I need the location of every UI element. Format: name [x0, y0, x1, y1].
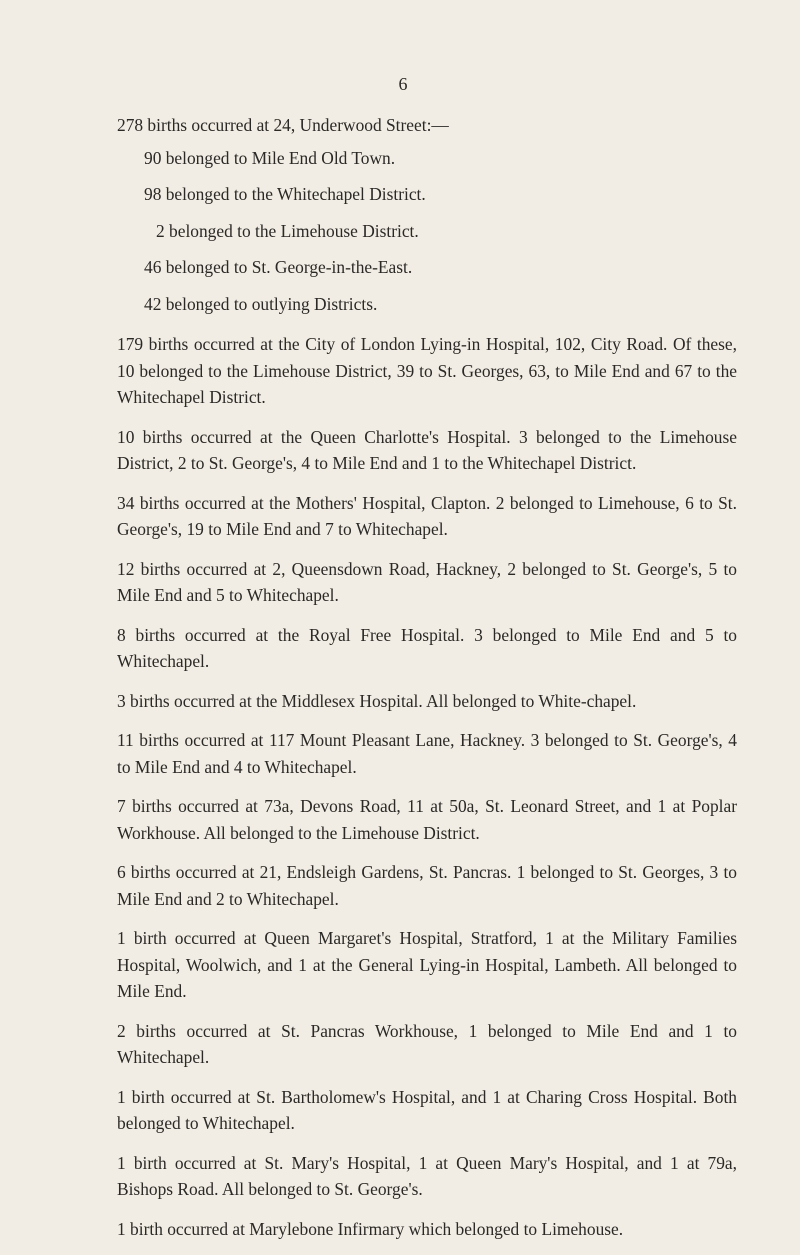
paragraph-st-marys: 1 birth occurred at St. Mary's Hospital, 1 at Queen Mary's Hospital, and 1 at 79a, Bishops Road. All belonged to St. George's.: [117, 1152, 737, 1199]
paragraph-mount-pleasant: 11 births occurred at 117 Mount Pleasant Lane, Hackney. 3 belonged to St. George's, 4 to Mile End and 4 to Whitechapel.: [117, 730, 737, 777]
paragraph-middlesex: 3 births occurred at the Middlesex Hospital. All belonged to White-chapel.: [117, 690, 637, 711]
paragraph-st-bartholomew: 1 birth occurred at St. Bartholomew's Hospital, and 1 at Charing Cross Hospital. Both belonged to Whitechapel.: [117, 1086, 737, 1133]
list-item: 90 belonged to Mile End Old Town.: [144, 147, 396, 168]
paragraph-st-pancras: 2 births occurred at St. Pancras Workhouse, 1 belonged to Mile End and 1 to Whitechapel.: [117, 1020, 737, 1067]
paragraph-queen-margaret: 1 birth occurred at Queen Margaret's Hospital, Stratford, 1 at the Military Families Hospital, Woolwich, and 1 at the General Lying-in Hospital, Lambeth. All belonged to Mile End.: [117, 928, 737, 1001]
body-text: [117, 112, 737, 1255]
paragraph-marylebone: 1 birth occurred at Marylebone Infirmary which belonged to Limehouse.: [117, 1218, 624, 1239]
paragraph-city-of-london: 179 births occurred at the City of London Lying-in Hospital, 102, City Road. Of these, 10 belonged to the Limehouse District, 39 to St. Georges, 63, to Mile End and 67 to the Whitechapel District.: [117, 334, 737, 407]
list-item: 98 belonged to the Whitechapel District.: [144, 184, 426, 204]
list-item: 2 belonged to the Limehouse District.: [156, 220, 419, 241]
paragraph-royal-free: 8 births occurred at the Royal Free Hospital. 3 belonged to Mile End and 5 to Whitechapel.: [117, 624, 737, 671]
paragraph-mothers-hospital: 34 births occurred at the Mothers' Hospital, Clapton. 2 belonged to Limehouse, 6 to St. George's, 19 to Mile End and 7 to Whitechapel.: [117, 492, 737, 539]
list-item: 42 belonged to outlying Districts.: [144, 293, 378, 314]
underwood-intro: 278 births occurred at 24, Underwood Street:—: [117, 115, 449, 135]
page-number: 6: [398, 74, 408, 94]
paragraph-endsleigh-gardens: 6 births occurred at 21, Endsleigh Gardens, St. Pancras. 1 belonged to St. Georges, 3 to Mile End and 2 to Whitechapel.: [117, 862, 737, 909]
paragraph-queen-charlotte: 10 births occurred at the Queen Charlotte's Hospital. 3 belonged to the Limehouse District, 2 to St. George's, 4 to Mile End and 1 to the Whitechapel District.: [117, 426, 737, 473]
underwood-breakdown-list: [117, 145, 737, 318]
paragraph-devons-road: 7 births occurred at 73a, Devons Road, 11 at 50a, St. Leonard Street, and 1 at Poplar Workhouse. All belonged to the Limehouse District.: [117, 796, 737, 843]
paragraph-queensdown-road: 12 births occurred at 2, Queensdown Road, Hackney, 2 belonged to St. George's, 5 to Mile End and 5 to Whitechapel.: [117, 558, 737, 605]
list-item: 46 belonged to St. George-in-the-East.: [144, 257, 413, 277]
